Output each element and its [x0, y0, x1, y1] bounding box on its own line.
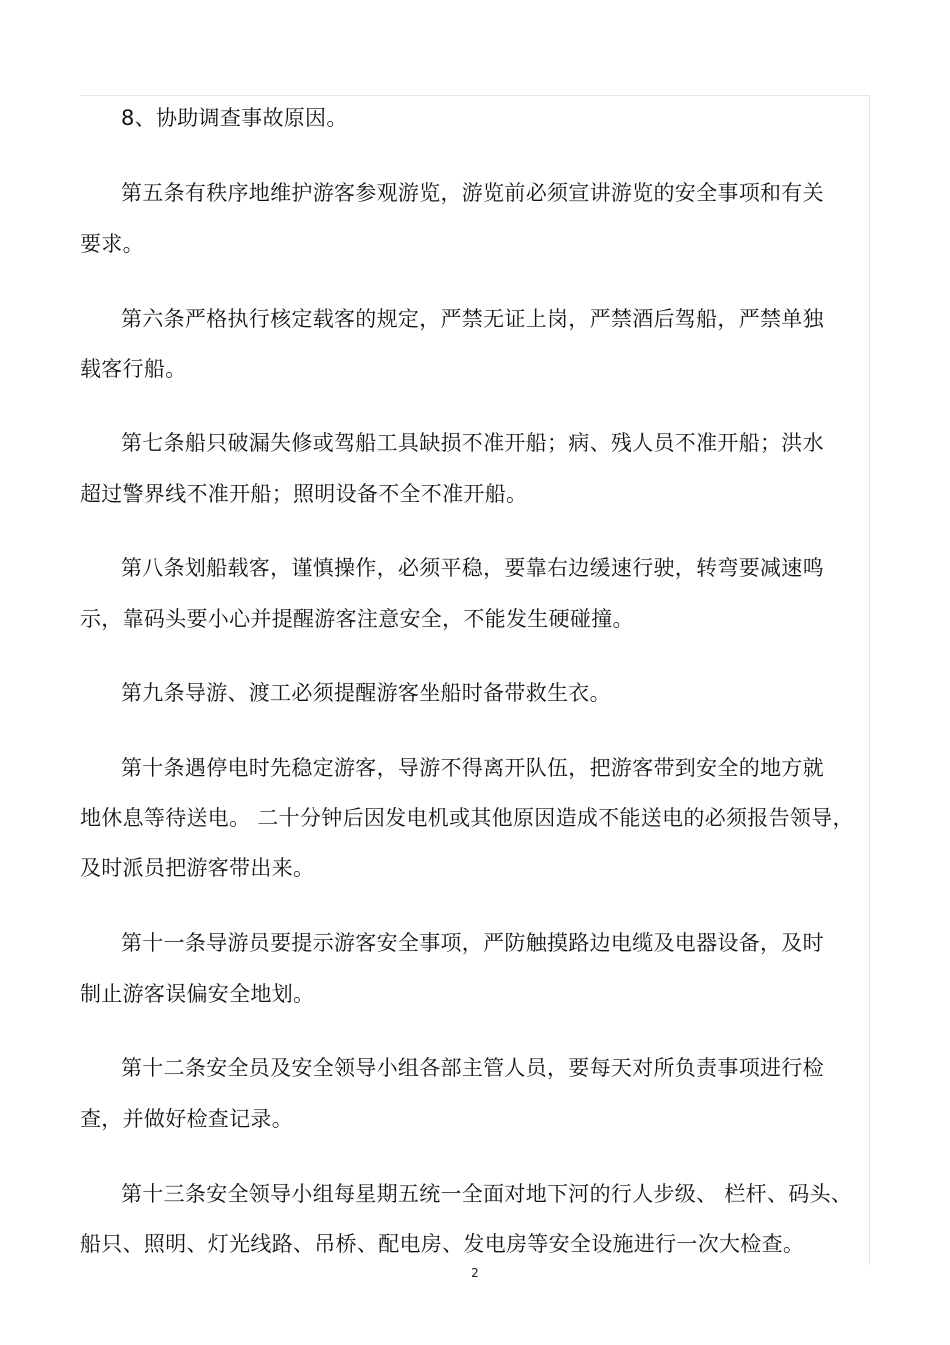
- text-line: 第十条遇停电时先稳定游客，导游不得离开队伍，把游客带到安全的地方就: [121, 756, 824, 780]
- page-number: 2: [471, 1266, 479, 1280]
- text-line: 第九条导游、渡工必须提醒游客坐船时备带救生衣。: [121, 681, 611, 705]
- text-line: 要求。: [80, 232, 144, 256]
- page-border-top: [80, 95, 870, 96]
- text-line: 超过警界线不准开船；照明设备不全不准开船。: [80, 482, 528, 506]
- text-line: 载客行船。: [80, 357, 187, 381]
- text-line: 第八条划船载客，谨慎操作，必须平稳，要靠右边缓速行驶，转弯要减速鸣: [121, 556, 824, 580]
- text-line: 及时派员把游客带出来。: [80, 856, 315, 880]
- text-line: 查，并做好检查记录。: [80, 1107, 293, 1131]
- text-line: 制止游客误偏安全地划。: [80, 982, 315, 1006]
- page-border-right: [869, 95, 870, 1265]
- text-line: 示，靠码头要小心并提醒游客注意安全，不能发生硬碰撞。: [80, 607, 634, 631]
- text-line: 第十一条导游员要提示游客安全事项，严防触摸路边电缆及电器设备，及时: [121, 931, 824, 955]
- text-line: 第十二条安全员及安全领导小组各部主管人员，要每天对所负责事项进行检: [121, 1056, 824, 1080]
- text-line: 船只、照明、灯光线路、吊桥、配电房、发电房等安全设施进行一次大检查。: [80, 1232, 805, 1256]
- text-line: 第六条严格执行核定载客的规定，严禁无证上岗，严禁酒后驾船，严禁单独: [121, 307, 824, 331]
- text-line: 8、协助调查事故原因。: [121, 106, 348, 130]
- text-line: 地休息等待送电。 二十分钟后因发电机或其他原因造成不能送电的必须报告领导，: [80, 806, 854, 830]
- text-line: 第五条有秩序地维护游客参观游览，游览前必须宣讲游览的安全事项和有关: [121, 181, 824, 205]
- text-line: 第十三条安全领导小组每星期五统一全面对地下河的行人步级、 栏杆、码头、: [121, 1182, 853, 1206]
- text-line: 第七条船只破漏失修或驾船工具缺损不准开船；病、残人员不准开船；洪水: [121, 431, 824, 455]
